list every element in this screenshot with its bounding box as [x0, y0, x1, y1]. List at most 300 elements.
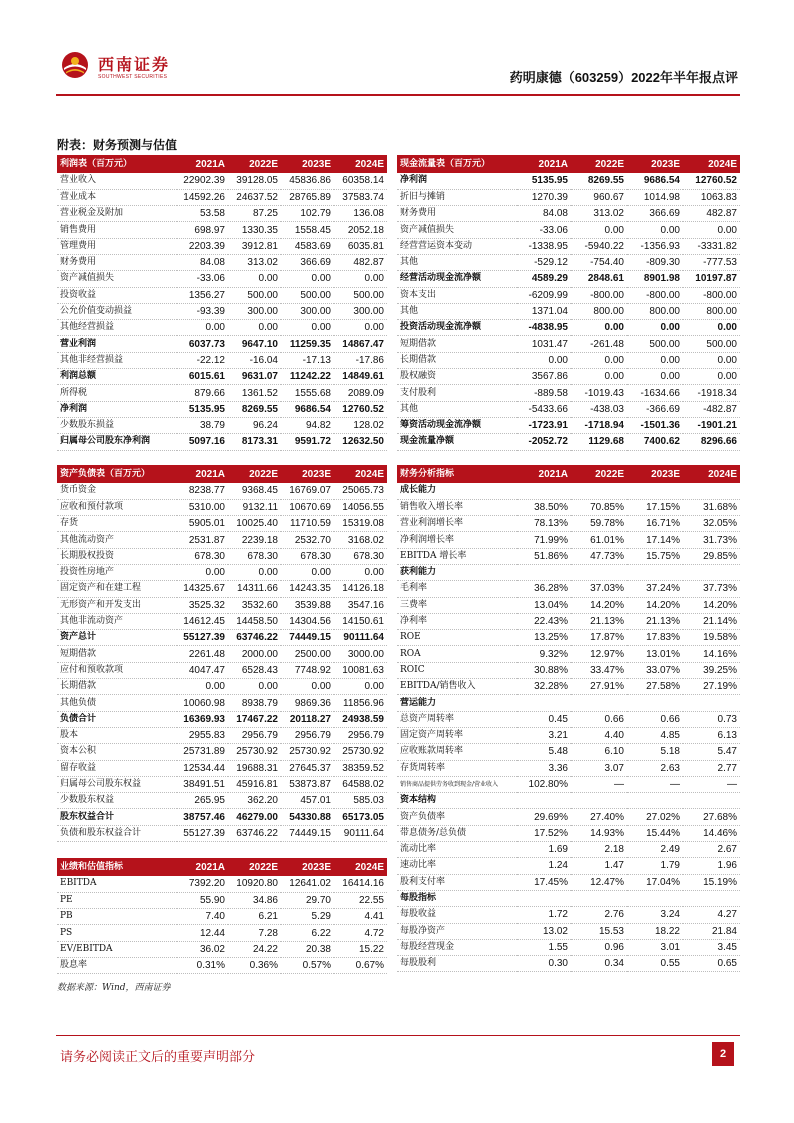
row-label: 财务费用 — [57, 254, 177, 270]
row-label: 财务费用 — [397, 206, 517, 222]
cell-value — [683, 695, 740, 711]
table-row — [57, 548, 387, 564]
cell-value: 14304.56 — [281, 613, 334, 629]
cell-value: 6037.73 — [177, 336, 228, 352]
cell-value: 21.13% — [627, 613, 683, 629]
table-row — [57, 809, 387, 825]
cell-value: 12534.44 — [177, 760, 228, 776]
cell-value: -438.03 — [571, 401, 627, 417]
row-label: 销售费用 — [57, 222, 177, 238]
row-label: 每股指标 — [397, 890, 517, 906]
cell-value: 2203.39 — [177, 238, 228, 254]
cell-value: 2956.79 — [228, 727, 281, 743]
row-label: 货币资金 — [57, 483, 177, 499]
cell-value: 1129.68 — [571, 434, 627, 450]
cell-value: 12632.50 — [334, 434, 387, 450]
cell-value: 21.84 — [683, 923, 740, 939]
table-row — [57, 222, 387, 238]
cell-value: 96.24 — [228, 417, 281, 433]
cell-value: 0.00 — [177, 320, 228, 336]
cell-value: 482.87 — [334, 254, 387, 270]
cell-value: 14.20% — [571, 597, 627, 613]
row-label: 管理费用 — [57, 238, 177, 254]
cell-value: 0.00 — [228, 679, 281, 695]
table-row — [57, 925, 387, 941]
cell-value: 678.30 — [228, 548, 281, 564]
cell-value: 300.00 — [228, 303, 281, 319]
cell-value: 16414.16 — [334, 876, 387, 892]
cell-value: 2021A — [177, 155, 228, 173]
table-row — [397, 369, 740, 385]
cell-value — [627, 483, 683, 499]
row-label: 营业收入 — [57, 173, 177, 189]
cell-value: 2.49 — [627, 842, 683, 858]
cell-value: 33.07% — [627, 662, 683, 678]
table-row — [57, 254, 387, 270]
cell-value: 55.90 — [177, 892, 228, 908]
cell-value: 1356.27 — [177, 287, 228, 303]
cell-value: 17.87% — [571, 630, 627, 646]
table-row — [397, 597, 740, 613]
cell-value: 24.22 — [228, 941, 281, 957]
row-label: 财务分析指标 — [397, 465, 517, 483]
cell-value: 2024E — [683, 465, 740, 483]
cell-value: 19.58% — [683, 630, 740, 646]
cell-value: -33.06 — [517, 222, 571, 238]
cell-value: -800.00 — [627, 287, 683, 303]
cell-value: 960.67 — [571, 189, 627, 205]
row-label: ROA — [397, 646, 517, 662]
cell-value: 0.30 — [517, 956, 571, 972]
table-row — [397, 956, 740, 972]
cell-value: 2021A — [517, 465, 571, 483]
cell-value: 2.67 — [683, 842, 740, 858]
table-row — [57, 173, 387, 189]
cell-value: 482.87 — [683, 206, 740, 222]
table-row — [397, 434, 740, 450]
table-row — [57, 876, 387, 892]
cell-value: 22.55 — [334, 892, 387, 908]
cell-value: 5.48 — [517, 744, 571, 760]
cell-value: 7.28 — [228, 925, 281, 941]
cell-value — [683, 793, 740, 809]
cell-value: 11856.96 — [334, 695, 387, 711]
table-row — [397, 825, 740, 841]
cell-value: 14592.26 — [177, 189, 228, 205]
cell-value: 74449.15 — [281, 825, 334, 841]
table-header-row — [57, 858, 387, 876]
table-row — [397, 303, 740, 319]
row-label: 每股净资产 — [397, 923, 517, 939]
table-row — [397, 581, 740, 597]
cell-value: 14.20% — [683, 597, 740, 613]
cell-value: 27.02% — [627, 809, 683, 825]
row-label: 应收账款周转率 — [397, 744, 517, 760]
cell-value: 37.03% — [571, 581, 627, 597]
balance-sheet-table — [57, 465, 387, 842]
table-row — [57, 892, 387, 908]
cell-value: 362.20 — [228, 793, 281, 809]
cell-value: 0.36% — [228, 957, 281, 973]
table-row — [397, 744, 740, 760]
cell-value: 265.95 — [177, 793, 228, 809]
cell-value: 2024E — [683, 155, 740, 173]
row-label: 固定资产和在建工程 — [57, 581, 177, 597]
table-row — [397, 352, 740, 368]
cell-value: 0.00 — [571, 222, 627, 238]
cell-value: — — [627, 776, 683, 792]
cell-value: 53.58 — [177, 206, 228, 222]
cell-value: -5433.66 — [517, 401, 571, 417]
income-statement-table — [57, 155, 387, 451]
row-label: 负债和股东权益合计 — [57, 825, 177, 841]
cell-value: 3.01 — [627, 939, 683, 955]
table-row — [397, 499, 740, 515]
cell-value: 500.00 — [281, 287, 334, 303]
cell-value: 879.66 — [177, 385, 228, 401]
row-label: 销售商品提供劳务收到现金/营业收入 — [397, 776, 517, 792]
cell-value: 2022E — [571, 465, 627, 483]
cell-value: 55127.39 — [177, 825, 228, 841]
cell-value: 2022E — [228, 858, 281, 876]
row-label: 营业税金及附加 — [57, 206, 177, 222]
table-row — [57, 238, 387, 254]
cell-value — [627, 564, 683, 580]
cell-value: 10081.63 — [334, 662, 387, 678]
cell-value: 38.50% — [517, 499, 571, 515]
table-row — [57, 499, 387, 515]
row-label: 毛利率 — [397, 581, 517, 597]
cell-value: -16.04 — [228, 352, 281, 368]
cell-value: 1371.04 — [517, 303, 571, 319]
cell-value: 15.44% — [627, 825, 683, 841]
table-row — [397, 532, 740, 548]
cell-value: 28765.89 — [281, 189, 334, 205]
cell-value: 800.00 — [683, 303, 740, 319]
cell-value: 2021A — [177, 858, 228, 876]
row-label: EV/EBITDA — [57, 941, 177, 957]
cell-value: 15.53 — [571, 923, 627, 939]
cell-value: 13.04% — [517, 597, 571, 613]
cell-value: 3532.60 — [228, 597, 281, 613]
row-label: 其他流动资产 — [57, 532, 177, 548]
cell-value: 21.13% — [571, 613, 627, 629]
cell-value: 0.66 — [627, 711, 683, 727]
cell-value: 10197.87 — [683, 271, 740, 287]
cell-value: 25730.92 — [281, 744, 334, 760]
cell-value — [517, 483, 571, 499]
cell-value — [571, 564, 627, 580]
cell-value: 17.04% — [627, 874, 683, 890]
cell-value: 8938.79 — [228, 695, 281, 711]
table-row — [57, 206, 387, 222]
cell-value: 24637.52 — [228, 189, 281, 205]
table-row — [397, 222, 740, 238]
cell-value: -1338.95 — [517, 238, 571, 254]
cell-value: 14325.67 — [177, 581, 228, 597]
cell-value: 2.18 — [571, 842, 627, 858]
cell-value: 14.46% — [683, 825, 740, 841]
cell-value: 7748.92 — [281, 662, 334, 678]
cell-value: 0.00 — [228, 271, 281, 287]
table-row — [397, 809, 740, 825]
cell-value: 59.78% — [571, 516, 627, 532]
row-label: 其他 — [397, 303, 517, 319]
table-row — [397, 662, 740, 678]
row-label: 股权融资 — [397, 369, 517, 385]
table-row — [57, 646, 387, 662]
table-row — [57, 189, 387, 205]
cell-value — [627, 890, 683, 906]
cell-value: 14849.61 — [334, 369, 387, 385]
cell-value: 90111.64 — [334, 825, 387, 841]
cell-value: 9591.72 — [281, 434, 334, 450]
row-label: 投资活动现金流净额 — [397, 320, 517, 336]
cell-value: 0.55 — [627, 956, 683, 972]
row-label: 无形资产和开发支出 — [57, 597, 177, 613]
cell-value: 15.75% — [627, 548, 683, 564]
cell-value: 5.47 — [683, 744, 740, 760]
cell-value: 1330.35 — [228, 222, 281, 238]
cell-value: 14458.50 — [228, 613, 281, 629]
row-label: 经营活动现金流净额 — [397, 271, 517, 287]
cell-value: 2024E — [334, 155, 387, 173]
table-row — [57, 320, 387, 336]
table-row — [57, 434, 387, 450]
cell-value: 2848.61 — [571, 271, 627, 287]
row-label: 销售收入增长率 — [397, 499, 517, 515]
cell-value: 20118.27 — [281, 711, 334, 727]
row-label: 存货周转率 — [397, 760, 517, 776]
cell-value: 29.85% — [683, 548, 740, 564]
cell-value: 2000.00 — [228, 646, 281, 662]
cell-value: 65173.05 — [334, 809, 387, 825]
cell-value: 55127.39 — [177, 630, 228, 646]
row-label: 每股收益 — [397, 907, 517, 923]
cell-value: 9.32% — [517, 646, 571, 662]
cell-value: 6035.81 — [334, 238, 387, 254]
cell-value: -3331.82 — [683, 238, 740, 254]
cell-value: 32.05% — [683, 516, 740, 532]
cell-value: 45836.86 — [281, 173, 334, 189]
table-row — [57, 385, 387, 401]
cell-value: 585.03 — [334, 793, 387, 809]
cell-value: 11242.22 — [281, 369, 334, 385]
cell-value: 300.00 — [281, 303, 334, 319]
cell-value: 11259.35 — [281, 336, 334, 352]
table-header-row — [57, 155, 387, 173]
cell-value: 27.91% — [571, 679, 627, 695]
row-label: EBITDA/销售收入 — [397, 679, 517, 695]
table-row — [57, 679, 387, 695]
cell-value: 2.63 — [627, 760, 683, 776]
cell-value: 1.79 — [627, 858, 683, 874]
table-row — [397, 695, 740, 711]
cell-value: 2.77 — [683, 760, 740, 776]
cell-value: 38359.52 — [334, 760, 387, 776]
row-label: 公允价值变动损益 — [57, 303, 177, 319]
cell-value: 12760.52 — [334, 401, 387, 417]
cell-value: 32.28% — [517, 679, 571, 695]
cell-value: 5.29 — [281, 909, 334, 925]
row-label: 股东权益合计 — [57, 809, 177, 825]
cell-value: 46279.00 — [228, 809, 281, 825]
cell-value: 3525.32 — [177, 597, 228, 613]
cell-value — [571, 483, 627, 499]
cell-value: 38491.51 — [177, 776, 228, 792]
cell-value: 3912.81 — [228, 238, 281, 254]
table-header-row — [397, 465, 740, 483]
row-label: 总资产周转率 — [397, 711, 517, 727]
cell-value: 6528.43 — [228, 662, 281, 678]
cell-value: 2261.48 — [177, 646, 228, 662]
cell-value: 0.45 — [517, 711, 571, 727]
row-label: 投资收益 — [57, 287, 177, 303]
cell-value: 34.86 — [228, 892, 281, 908]
cell-value: 1558.45 — [281, 222, 334, 238]
cell-value: 2021A — [177, 465, 228, 483]
cell-value: 17.52% — [517, 825, 571, 841]
cell-value: 4583.69 — [281, 238, 334, 254]
cell-value: 3.24 — [627, 907, 683, 923]
cell-value: -1723.91 — [517, 417, 571, 433]
cell-value: 102.79 — [281, 206, 334, 222]
cell-value: 698.97 — [177, 222, 228, 238]
table-row — [397, 189, 740, 205]
cell-value: 3000.00 — [334, 646, 387, 662]
cell-value: 94.82 — [281, 417, 334, 433]
row-label: 每股经营现金 — [397, 939, 517, 955]
table-row — [57, 695, 387, 711]
row-label: 股本 — [57, 727, 177, 743]
cell-value: 8269.55 — [571, 173, 627, 189]
row-label: 长期借款 — [57, 679, 177, 695]
cell-value: 313.02 — [571, 206, 627, 222]
cell-value: 3547.16 — [334, 597, 387, 613]
table-row — [57, 352, 387, 368]
cell-value: 51.86% — [517, 548, 571, 564]
cell-value: 37.73% — [683, 581, 740, 597]
row-label: 筹资活动现金流净额 — [397, 417, 517, 433]
cell-value: -809.30 — [627, 254, 683, 270]
cell-value: 21.14% — [683, 613, 740, 629]
table-row — [57, 825, 387, 841]
cell-value: -800.00 — [683, 287, 740, 303]
cell-value — [517, 890, 571, 906]
cell-value: 9368.45 — [228, 483, 281, 499]
cell-value: 500.00 — [683, 336, 740, 352]
cell-value: -777.53 — [683, 254, 740, 270]
data-source-note: 数据来源：Wind，西南证券 — [57, 983, 171, 993]
table-row — [397, 287, 740, 303]
row-label: 利润总额 — [57, 369, 177, 385]
row-label: 少数股东权益 — [57, 793, 177, 809]
cell-value: 15319.08 — [334, 516, 387, 532]
table-row — [397, 874, 740, 890]
row-label: 净利润增长率 — [397, 532, 517, 548]
table-row — [397, 548, 740, 564]
cell-value: 3168.02 — [334, 532, 387, 548]
cell-value: 0.00 — [177, 679, 228, 695]
cell-value: -261.48 — [571, 336, 627, 352]
cell-value: 678.30 — [334, 548, 387, 564]
row-label: 资产负债表（百万元） — [57, 465, 177, 483]
cell-value: 12.97% — [571, 646, 627, 662]
valuation-table — [57, 858, 387, 974]
cell-value: 7400.62 — [627, 434, 683, 450]
cell-value: 37.24% — [627, 581, 683, 597]
cell-value: 4.72 — [334, 925, 387, 941]
cell-value: 17.45% — [517, 874, 571, 890]
cell-value: 500.00 — [334, 287, 387, 303]
cell-value: 1555.68 — [281, 385, 334, 401]
cell-value: -33.06 — [177, 271, 228, 287]
row-label: 资产减值损失 — [397, 222, 517, 238]
cell-value: 2500.00 — [281, 646, 334, 662]
table-row — [57, 909, 387, 925]
row-label: 三费率 — [397, 597, 517, 613]
cell-value: 1063.83 — [683, 189, 740, 205]
cell-value: 9132.11 — [228, 499, 281, 515]
cell-value: 800.00 — [627, 303, 683, 319]
row-label: 负债合计 — [57, 711, 177, 727]
cell-value: 7.40 — [177, 909, 228, 925]
cell-value: -5940.22 — [571, 238, 627, 254]
cell-value: 4589.29 — [517, 271, 571, 287]
logo-subtext: SOUTHWEST SECURITIES — [98, 74, 168, 80]
document-title: 药明康德（603259）2022年半年报点评 — [509, 70, 738, 85]
cell-value: 10670.69 — [281, 499, 334, 515]
table-row — [57, 597, 387, 613]
cell-value: 27645.37 — [281, 760, 334, 776]
cell-value: 45916.81 — [228, 776, 281, 792]
page-number: 2 — [712, 1042, 734, 1066]
cell-value: 31.73% — [683, 532, 740, 548]
cell-value: 10920.80 — [228, 876, 281, 892]
footer-disclaimer: 请务必阅读正文后的重要声明部分 — [60, 1050, 256, 1065]
cell-value: 38.79 — [177, 417, 228, 433]
cell-value: 30.88% — [517, 662, 571, 678]
table-row — [57, 941, 387, 957]
table-row — [397, 711, 740, 727]
table-row — [397, 564, 740, 580]
table-row — [57, 957, 387, 973]
cell-value: 0.00 — [228, 564, 281, 580]
cell-value: 33.47% — [571, 662, 627, 678]
cell-value — [571, 695, 627, 711]
cell-value: 1031.47 — [517, 336, 571, 352]
cell-value: 0.00 — [627, 352, 683, 368]
cell-value: 0.00 — [177, 564, 228, 580]
cell-value: 14.16% — [683, 646, 740, 662]
cell-value: 0.00 — [228, 320, 281, 336]
cell-value: 17467.22 — [228, 711, 281, 727]
table-row — [57, 303, 387, 319]
cell-value: 2022E — [228, 465, 281, 483]
cell-value: 3567.86 — [517, 369, 571, 385]
section-title: 附表：财务预测与估值 — [57, 138, 178, 152]
cell-value: 36.02 — [177, 941, 228, 957]
cell-value: 0.00 — [334, 564, 387, 580]
cell-value: 25731.89 — [177, 744, 228, 760]
cell-value: 0.00 — [281, 564, 334, 580]
row-label: EBITDA — [57, 876, 177, 892]
table-row — [397, 679, 740, 695]
cell-value: 0.00 — [683, 369, 740, 385]
cell-value: 0.00 — [683, 222, 740, 238]
cell-value: 64588.02 — [334, 776, 387, 792]
cell-value: 9686.54 — [627, 173, 683, 189]
